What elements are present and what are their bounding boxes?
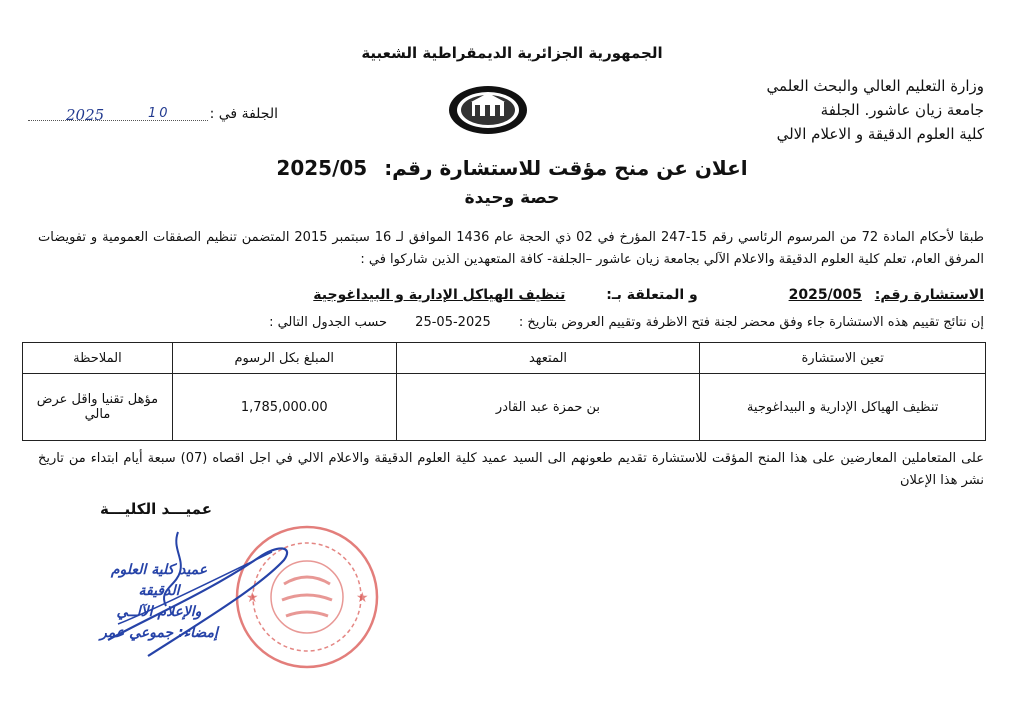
announcement-title xyxy=(0,156,1024,180)
consultation-line xyxy=(313,287,984,303)
header-amount: المبلغ بكل الرسوم xyxy=(172,343,396,374)
announcement-subtitle: حصة وحيدة xyxy=(464,188,560,208)
date-label: الجلفة في : xyxy=(209,106,278,122)
title-number: 2025/05 xyxy=(276,156,368,180)
header-remark: الملاحظة xyxy=(23,343,173,374)
date-field xyxy=(28,104,278,128)
svg-text:★: ★ xyxy=(246,590,259,606)
date-day: 10 xyxy=(148,106,171,121)
signature-line-2: والإعلام الآلــي xyxy=(116,604,202,620)
republic-heading: الجمهورية الجزائرية الديمقراطية الشعبية xyxy=(361,44,663,62)
faculty-line: كلية العلوم الدقيقة و الاعلام الالي xyxy=(776,125,984,143)
table-row xyxy=(23,374,986,441)
appeal-notice: على المتعاملين المعارضين على هذا المنح المؤقت للاستشارة تقديم طعونهم الى السيد عميد كلية العلوم الدقيقة والاعلام الالي في اجل اقصاه (07) سبعة أيام ابتداء من تاريخ نشر هذا الإعلان xyxy=(38,451,984,488)
header-consultation: تعين الاستشارة xyxy=(700,343,986,374)
title-text: اعلان عن منح مؤقت للاستشارة رقم: xyxy=(384,156,748,180)
evaluation-suffix: حسب الجدول التالي : xyxy=(269,315,388,330)
cell-consultation: تنظيف الهياكل الإدارية و البيداغوجية xyxy=(700,374,986,441)
signature-line-1: عميد كلية العلوم الدقيقة xyxy=(110,562,208,599)
consultation-number: 2025/005 xyxy=(788,287,862,303)
related-label: و المتعلقة بـ: xyxy=(606,287,698,303)
university-line: جامعة زيان عاشور. الجلفة xyxy=(820,101,984,119)
cell-remark: مؤهل تقنيا واقل عرض مالي xyxy=(23,374,173,441)
evaluation-date: 2025-05-25 xyxy=(415,315,491,330)
consultation-label: الاستشارة رقم: xyxy=(874,287,984,303)
ministry-line: وزارة التعليم العالي والبحث العلمي xyxy=(766,77,984,95)
dean-title: عميـــد الكليـــة xyxy=(100,500,212,518)
cell-amount: 1,785,000.00 xyxy=(172,374,396,441)
university-logo-icon xyxy=(447,84,529,136)
svg-text:★: ★ xyxy=(356,590,369,606)
date-dotted-line xyxy=(28,120,208,121)
signature-line-3: إمضاء: جموعي عمر xyxy=(100,625,218,641)
date-year: 2025 xyxy=(66,106,105,124)
table-header-row xyxy=(23,343,986,374)
evaluation-line xyxy=(269,315,984,330)
header-bidder: المتعهد xyxy=(396,343,700,374)
evaluation-text: إن نتائج تقييم هذه الاستشارة جاء وفق محضر لجنة فتح الاظرفة وتقييم العروض بتاريخ : xyxy=(518,315,984,330)
intro-paragraph: طبقا لأحكام المادة 72 من المرسوم الرئاسي رقم 15-247 المؤرخ في 02 ذي الحجة عام 1436 الموافق لـ 16 سبتمبر 2015 المتضمن تنظيم الصفقات العمومية و تفويضات المرفق العام، تعلم كلية العلوم الدقيقة والاعلام الآلي بجامعة زيان عاشور –الجلفة- كافة المتعهدين الذين شاركوا في : xyxy=(38,230,985,267)
handwritten-signature-icon xyxy=(88,528,308,668)
results-table xyxy=(22,342,986,441)
consultation-subject: تنظيف الهياكل الإدارية و البيداغوجية xyxy=(313,287,566,303)
cell-bidder: بن حمزة عبد القادر xyxy=(396,374,700,441)
ministry-block xyxy=(767,74,984,146)
